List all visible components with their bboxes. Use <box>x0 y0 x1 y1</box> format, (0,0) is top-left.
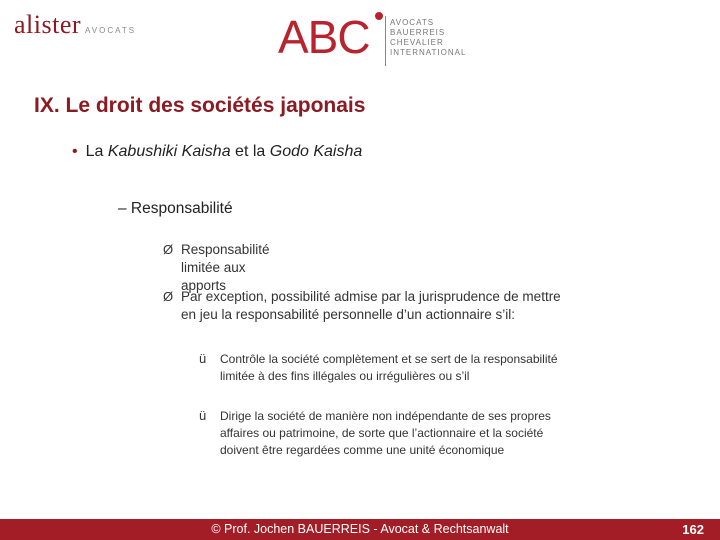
footer-text: © Prof. Jochen BAUERREIS - Avocat & Rechtsanwalt <box>211 522 509 536</box>
checkmark-icon: ü <box>199 408 207 423</box>
abci-logo-divider <box>385 16 386 66</box>
abci-logo-letters: ABC <box>278 11 370 63</box>
arrow-icon: Ø <box>163 289 174 304</box>
abci-logo-line: BAUERREIS <box>390 28 446 37</box>
bullet-line: limitée à des fins illégales ou irrégulières ou s’il <box>220 369 470 383</box>
page-number: 162 <box>682 522 704 537</box>
checkmark-icon: ü <box>199 351 207 366</box>
alister-logo-word: alister <box>14 10 82 39</box>
abci-logo-line: INTERNATIONAL <box>390 48 467 57</box>
bullet-line: Dirige la société de manière non indépendante de ses propres <box>220 409 551 423</box>
bullet-line: doivent être regardées comme une unité économique <box>220 443 505 457</box>
alister-logo-sub: AVOCATS <box>85 26 137 35</box>
abci-logo-text <box>390 18 466 58</box>
abci-logo-dot <box>375 12 383 20</box>
bullet-line: affaires ou patrimoine, de sorte que l’actionnaire et la société <box>220 426 544 440</box>
bullet-marker: • <box>72 143 78 160</box>
bullet-level-2: – Responsabilité <box>118 200 233 217</box>
bullet-line: Responsabilité limitée aux apports <box>181 242 270 293</box>
bullet-text-emphasis-2: Godo Kaisha <box>269 143 363 160</box>
bullet-text <box>181 288 641 324</box>
footer-bar <box>0 519 720 540</box>
abci-logo-line: CHEVALIER <box>390 38 444 47</box>
arrow-icon: Ø <box>163 242 174 257</box>
abci-logo-line: AVOCATS <box>390 18 435 27</box>
bullet-text-emphasis-1: Kabushiki Kaisha <box>107 143 231 160</box>
bullet-text-mid: et la <box>230 143 270 160</box>
slide-title: IX. Le droit des sociétés japonais <box>34 94 366 117</box>
bullet-text <box>220 408 632 459</box>
bullet-text <box>181 241 270 295</box>
alister-logo <box>14 10 136 40</box>
bullet-text-prefix: La <box>85 143 108 160</box>
bullet-line: en jeu la responsabilité personnelle d’un actionnaire s’il: <box>181 307 515 322</box>
bullet-text <box>220 351 632 385</box>
bullet-line: Contrôle la société complètement et se sert de la responsabilité <box>220 352 558 366</box>
bullet-line: Par exception, possibilité admise par la jurisprudence de mettre <box>181 289 561 304</box>
bullet-level-1 <box>72 143 362 161</box>
